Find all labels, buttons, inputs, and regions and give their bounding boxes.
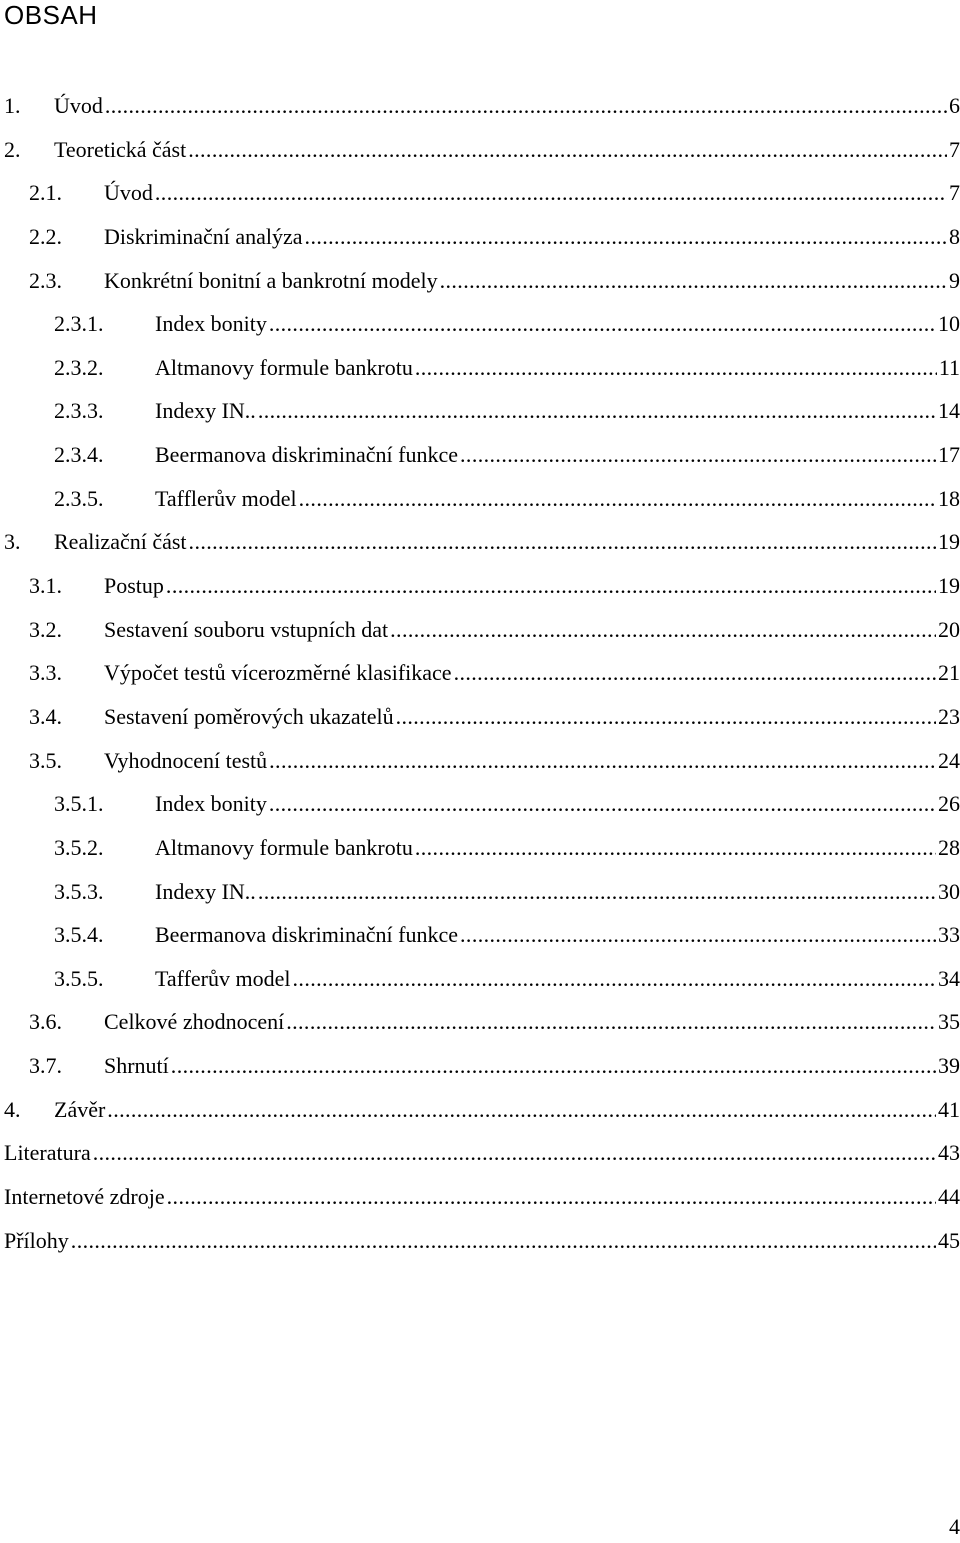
toc-entry-line [104,739,960,783]
toc-entry-page: 17 [938,442,960,468]
toc-entry-number: 3. [4,529,21,555]
toc-entry-number: 3.5.3. [54,878,104,904]
toc-entry-line [4,1175,960,1219]
toc-entry-number: 2.1. [29,180,62,206]
toc-entry[interactable] [0,651,960,695]
toc-entry-title: Literatura [4,1140,91,1166]
toc-entry[interactable] [0,957,960,1001]
toc-entry-title: Sestavení poměrových ukazatelů [104,703,394,729]
toc-entry[interactable] [0,128,960,172]
toc-entry-title: Indexy IN.. [155,398,256,424]
toc-entry-line [104,608,960,652]
toc-entry-title: Realizační část [54,529,187,555]
toc-entry-title: Úvod [104,180,153,206]
dot-leader [269,782,936,826]
toc-entry-line [155,389,960,433]
dot-leader [415,346,937,390]
dot-leader [286,1000,936,1044]
toc-entry-title: Altmanovy formule bankrotu [155,834,413,860]
toc-entry-number: 3.1. [29,573,62,599]
toc-entry-line [155,302,960,346]
toc-entry-page: 6 [949,93,960,118]
toc-entry[interactable] [0,520,960,564]
toc-entry-number: 3.2. [29,616,62,642]
toc-entry-page: 19 [938,529,960,555]
toc-entry-number: 2. [4,136,21,162]
toc-entry-title: Beermanova diskriminační funkce [155,922,459,948]
toc-entry-page: 39 [938,1053,960,1079]
page-title: OBSAH [4,0,98,30]
toc-entry-page: 14 [938,398,960,424]
toc-entry-title: Tafflerův model [155,485,297,511]
toc-entry-page: 19 [938,573,960,599]
toc-entry[interactable] [0,782,960,826]
dot-leader [107,1088,936,1132]
dot-leader [299,477,936,521]
dot-leader [454,651,936,695]
toc-entry-line [155,433,960,477]
toc-entry-title: Indexy IN.. [155,878,256,904]
toc-entry-title: Konkrétní bonitní a bankrotní modely [104,267,438,293]
toc-entry-page: 35 [938,1009,960,1035]
toc-entry-line [54,128,960,172]
toc-entry-page: 23 [938,703,960,729]
toc-entry-number: 3.7. [29,1053,62,1079]
toc-entry-line [104,1000,960,1044]
toc-entry-line [155,477,960,521]
toc-entry-page: 10 [938,311,960,337]
toc-entry[interactable] [0,695,960,739]
toc-entry-number: 3.5.2. [54,834,104,860]
toc-entry-number: 3.5.5. [54,965,104,991]
toc-entry[interactable] [0,1219,960,1263]
toc-entry-title: Index bonity [155,311,267,337]
toc-entry[interactable] [0,1131,960,1175]
toc-entry-title: Internetové zdroje [4,1184,165,1210]
toc-entry[interactable] [0,259,960,303]
toc-entry-line [155,957,960,1001]
toc-entry-title: Diskriminační analýza [104,223,303,249]
toc-entry[interactable] [0,215,960,259]
dot-leader [293,957,936,1001]
toc-entry-number: 1. [4,93,21,118]
dot-leader [189,520,936,564]
toc-entry[interactable] [0,389,960,433]
toc-entry-title: Výpočet testů vícerozměrné klasifikace [104,660,452,686]
toc-entry-line [54,520,960,564]
toc-entry-title: Závěr [54,1096,106,1122]
toc-entry-page: 24 [938,747,960,773]
toc-entry-page: 44 [938,1184,960,1210]
toc-entry[interactable] [0,608,960,652]
toc-entry[interactable] [0,477,960,521]
toc-entry-line [54,1088,960,1132]
toc-entry-title: Celkové zhodnocení [104,1009,285,1035]
dot-leader [188,128,947,172]
toc-entry-page: 21 [938,660,960,686]
toc-entry-line [4,1131,960,1175]
toc-entry-title: Tafferův model [155,965,291,991]
toc-entry-page: 8 [949,223,960,249]
toc-entry[interactable] [0,1000,960,1044]
toc-entry-title: Teoretická část [54,136,187,162]
toc-entry-page: 9 [949,267,960,293]
toc-entry-line [54,84,960,128]
toc-entry-number: 2.3.1. [54,311,104,337]
dot-leader [105,84,947,128]
table-of-contents [0,84,960,1262]
toc-entry-line [4,1219,960,1263]
dot-leader [155,171,947,215]
toc-entry[interactable] [0,302,960,346]
toc-entry-line [155,913,960,957]
toc-entry-number: 2.3.3. [54,398,104,424]
toc-entry-line [155,826,960,870]
toc-entry-number: 2.3. [29,267,62,293]
toc-entry-title: Postup [104,573,164,599]
toc-entry-title: Altmanovy formule bankrotu [155,354,413,380]
toc-entry-title: Beermanova diskriminační funkce [155,442,459,468]
toc-entry[interactable] [0,1088,960,1132]
toc-entry-line [104,1044,960,1088]
toc-entry-page: 7 [949,136,960,162]
dot-leader [269,302,936,346]
dot-leader [460,913,936,957]
dot-leader [166,564,936,608]
toc-entry-page: 45 [938,1227,960,1253]
toc-entry-line [104,695,960,739]
toc-entry-line [155,346,960,390]
toc-entry-title: Přílohy [4,1227,69,1253]
toc-entry[interactable] [0,346,960,390]
dot-leader [258,389,936,433]
toc-entry-number: 3.6. [29,1009,62,1035]
toc-entry-number: 2.3.2. [54,354,104,380]
toc-entry[interactable] [0,739,960,783]
toc-entry[interactable] [0,826,960,870]
toc-entry-title: Index bonity [155,791,267,817]
toc-entry-number: 3.4. [29,703,62,729]
toc-entry-number: 3.5. [29,747,62,773]
dot-leader [71,1219,936,1263]
toc-entry-title: Sestavení souboru vstupních dat [104,616,389,642]
toc-entry[interactable] [0,870,960,914]
toc-entry-page: 7 [949,180,960,206]
dot-leader [305,215,947,259]
toc-entry-page: 33 [938,922,960,948]
toc-entry-line [104,651,960,695]
toc-entry-line [155,870,960,914]
toc-entry-number: 3.5.4. [54,922,104,948]
toc-entry-line [104,259,960,303]
toc-entry-page: 41 [938,1096,960,1122]
toc-entry-page: 11 [938,354,960,380]
toc-entry-page: 28 [938,834,960,860]
toc-entry-title: Vyhodnocení testů [104,747,268,773]
toc-entry-line [104,564,960,608]
dot-leader [171,1044,936,1088]
toc-entry-line [155,782,960,826]
toc-entry-number: 2.3.4. [54,442,104,468]
toc-entry-page: 20 [938,616,960,642]
dot-leader [93,1131,936,1175]
toc-entry-number: 3.5.1. [54,791,104,817]
toc-entry-number: 2.3.5. [54,485,104,511]
toc-entry-page: 18 [938,485,960,511]
page-number: 4 [949,1514,960,1539]
toc-entry-number: 4. [4,1096,21,1122]
toc-entry-line [104,215,960,259]
toc-entry-page: 30 [938,878,960,904]
dot-leader [396,695,936,739]
dot-leader [269,739,936,783]
toc-entry-number: 3.3. [29,660,62,686]
toc-entry[interactable] [0,564,960,608]
dot-leader [390,608,936,652]
dot-leader [167,1175,936,1219]
toc-entry[interactable] [0,1044,960,1088]
toc-entry-page: 26 [938,791,960,817]
toc-entry-line [104,171,960,215]
toc-entry-page: 43 [938,1140,960,1166]
toc-entry-number: 2.2. [29,223,62,249]
toc-entry-title: Úvod [54,93,103,118]
dot-leader [440,259,947,303]
toc-entry[interactable] [0,1175,960,1219]
toc-entry-page: 34 [938,965,960,991]
toc-entry[interactable] [0,913,960,957]
dot-leader [415,826,936,870]
toc-entry[interactable] [0,171,960,215]
toc-entry-title: Shrnutí [104,1053,169,1079]
toc-entry[interactable] [0,84,960,128]
dot-leader [258,870,936,914]
dot-leader [460,433,936,477]
toc-entry[interactable] [0,433,960,477]
